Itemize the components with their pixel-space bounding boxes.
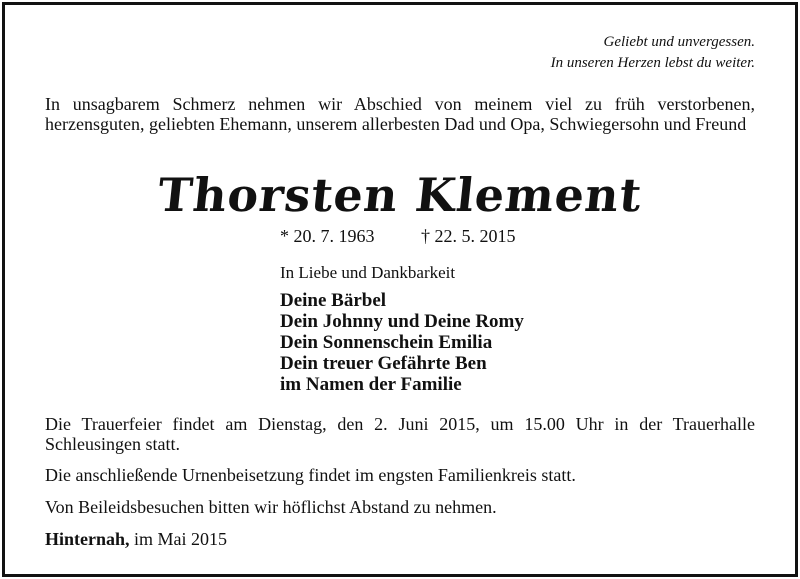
signature-line [45,529,755,549]
motto-line-2: In unseren Herzen lebst du weiter. [550,55,755,71]
family-list [280,290,524,395]
family-member: Dein Sonnenschein Emilia [280,332,493,353]
signature-date: im Mai 2015 [134,529,228,549]
urn-notice: Die anschließende Urnenbeisetzung findet im engsten Familienkreis statt. [45,465,576,485]
birth-date: * 20. 7. 1963 [280,226,375,246]
family-member: im Namen der Familie [280,374,462,395]
motto-line-1: Geliebt und unvergessen. [603,34,755,50]
condolence-notice: Von Beileidsbesuchen bitten wir höflichst Abstand zu nehmen. [45,497,497,517]
life-dates [280,226,516,247]
gratitude-line: In Liebe und Dankbarkeit [280,263,456,282]
motto [551,32,755,74]
funeral-notice: Die Trauerfeier findet am Dienstag, den 2. Juni 2015, um 15.00 Uhr in der Trauerhalle Schleusingen statt. [45,414,755,454]
deceased-name: Thorsten Klement [155,168,645,222]
family-member: Deine Bärbel [280,290,387,311]
death-date: † 22. 5. 2015 [421,226,516,246]
family-member: Dein treuer Gefährte Ben [280,353,487,374]
signature-place: Hinternah, [45,529,130,549]
family-member: Dein Johnny und Deine Romy [280,311,524,332]
intro-text: In unsagbarem Schmerz nehmen wir Abschied von meinem viel zu früh verstorbenen, herzensguten, geliebten Ehemann, unserem allerbesten Dad und Opa, Schwiegersohn und Freund [45,94,755,134]
